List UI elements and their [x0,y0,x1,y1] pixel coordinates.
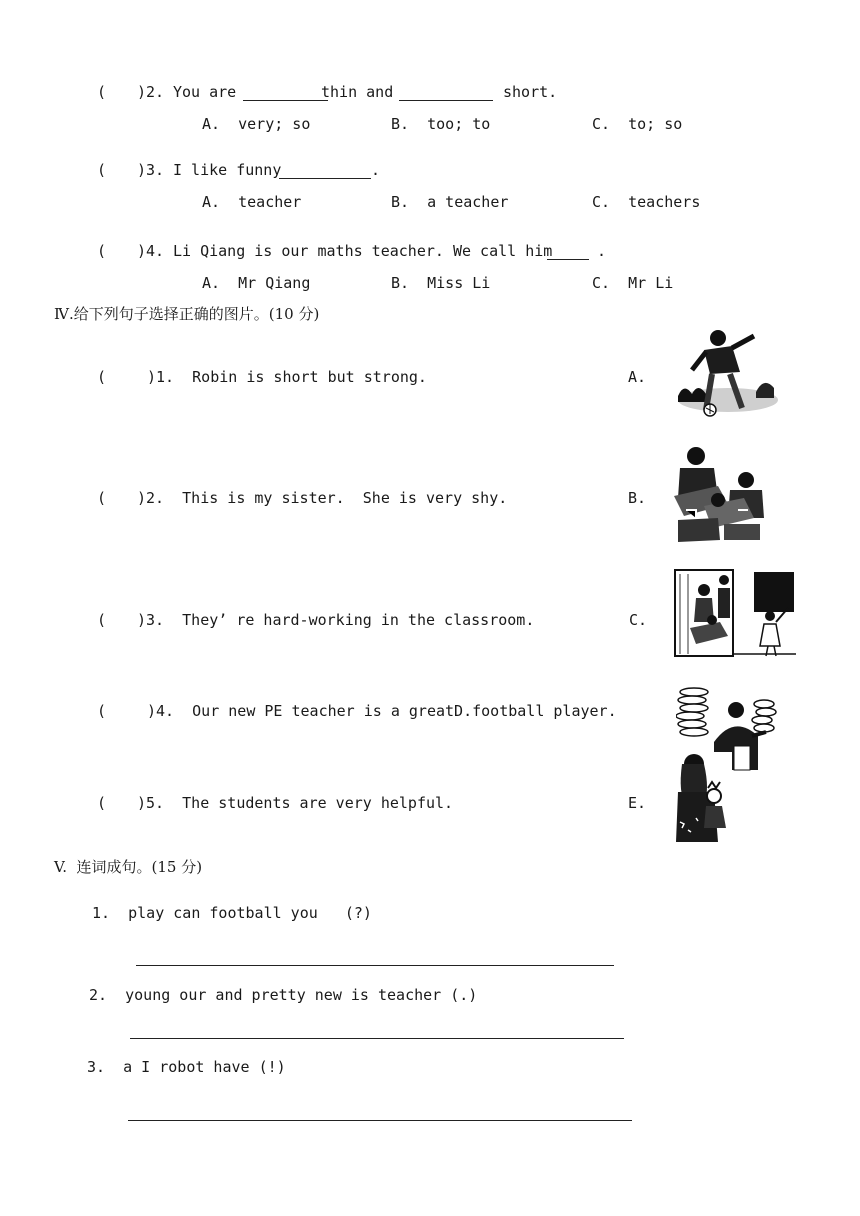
answer-paren: ( [97,702,107,720]
option-c: C. teachers [592,193,701,211]
sentence-text: )2. This is my sister. She is very shy. [137,489,508,507]
question-number: )2. [137,83,165,101]
answer-blank[interactable] [547,245,589,260]
answer-blank[interactable] [243,86,328,101]
sentence-text: )4. Our new PE teacher is a greatD.football player. [147,702,617,720]
option-b: B. too; to [391,115,491,133]
question-number: )3. [137,161,165,179]
answer-line[interactable] [128,1120,632,1121]
answer-paren: ( [97,242,107,260]
question-stem: thin and [321,83,394,101]
answer-paren: ( [97,161,107,179]
sentence-text: )5. The students are very helpful. [137,794,454,812]
question-number: )4. [137,242,165,260]
answer-blank[interactable] [399,86,493,101]
word-order-item-3: 3. a I robot have (!) [87,1058,286,1076]
answer-line[interactable] [130,1038,624,1039]
option-c: C. Mr Li [592,274,674,292]
answer-paren: ( [97,83,107,101]
question-stem: You are [173,83,237,101]
question-stem: . [371,161,381,179]
sentence-text: )3. They’ re hard-working in the classroom. [137,611,535,629]
answer-line[interactable] [136,965,614,966]
answer-blank[interactable] [279,164,371,179]
word-order-item-1: 1. play can football you (?) [92,904,372,922]
picture-b-students-desks [674,444,766,542]
picture-letter: A. [628,368,647,386]
picture-a-football-teacher [674,326,782,420]
option-a: A. very; so [202,115,311,133]
option-c: C. to; so [592,115,683,133]
question-stem: . [597,242,607,260]
question-stem: short. [503,83,558,101]
sentence-text: )1. Robin is short but strong. [147,368,427,386]
answer-paren: ( [97,611,107,629]
option-a: A. Mr Qiang [202,274,311,292]
picture-letter: B. [628,489,647,507]
question-stem: Li Qiang is our maths teacher. We call him [173,242,553,260]
picture-c-classroom [674,568,796,658]
section-4-heading: Ⅳ.给下列句子选择正确的图片。(10 分) [54,305,320,323]
section-5-heading: V. 连词成句。(15 分) [54,858,203,876]
option-a: A. teacher [202,193,302,211]
picture-letter: C. [629,611,648,629]
answer-paren: ( [97,794,107,812]
question-stem: I like funny [173,161,282,179]
answer-paren: ( [97,489,107,507]
picture-e-mother-child [674,752,732,844]
option-b: B. a teacher [391,193,509,211]
picture-letter: E. [628,794,647,812]
answer-paren: ( [97,368,107,386]
option-b: B. Miss Li [391,274,491,292]
word-order-item-2: 2. young our and pretty new is teacher (.) [89,986,478,1004]
